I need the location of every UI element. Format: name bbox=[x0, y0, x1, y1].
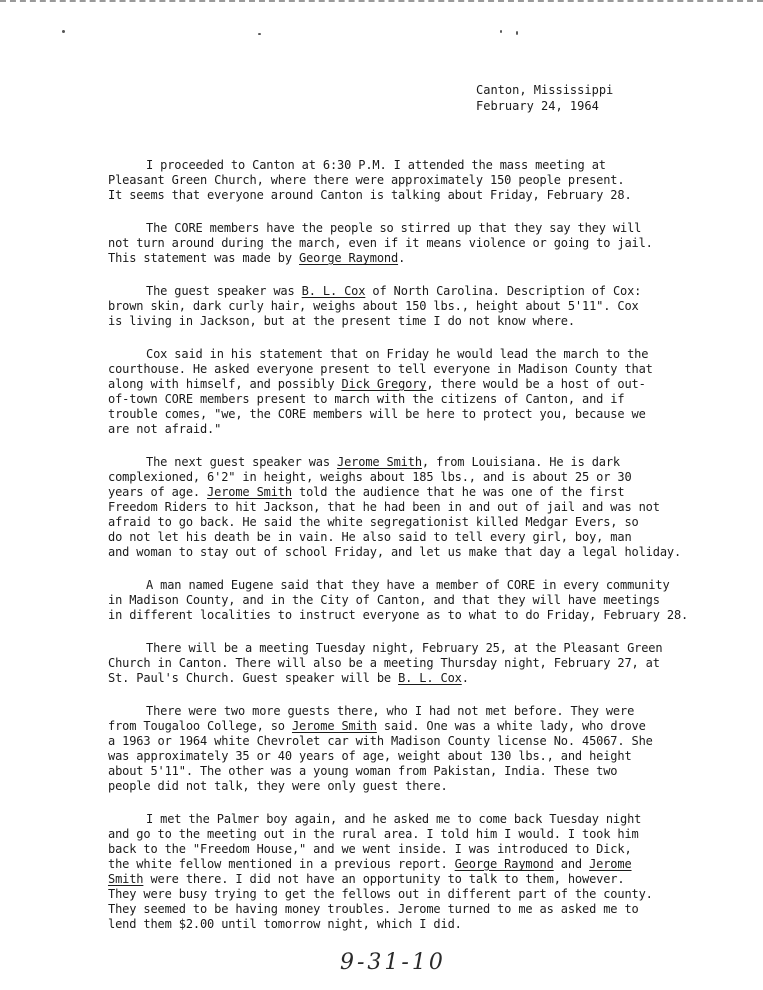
text-line bbox=[108, 158, 728, 173]
text-segment: and woman to stay out of school Friday, and let us make that day a legal holiday. bbox=[108, 545, 682, 559]
underlined-name: Smith bbox=[108, 872, 144, 886]
text-segment: Freedom Riders to hit Jackson, that he had been in and out of jail and was not bbox=[108, 500, 660, 514]
text-segment: There will be a meeting Tuesday night, February 25, at the Pleasant Green bbox=[146, 641, 663, 655]
text-segment: not turn around during the march, even if it means violence or going to jail. bbox=[108, 236, 653, 250]
text-line bbox=[108, 578, 728, 593]
text-line bbox=[108, 872, 728, 887]
underlined-name: Jerome Smith bbox=[291, 719, 377, 733]
scan-speck bbox=[258, 33, 261, 35]
underlined-name: George Raymond bbox=[454, 857, 554, 871]
text-segment: lend them $2.00 until tomorrow night, which I did. bbox=[108, 917, 462, 931]
text-segment: of North Carolina. Description of Cox: bbox=[365, 284, 642, 298]
text-line bbox=[108, 608, 728, 623]
text-line bbox=[108, 656, 728, 671]
text-segment: about 5'11". The other was a young woman from Pakistan, India. These two bbox=[108, 764, 618, 778]
underlined-name: Jerome bbox=[589, 857, 632, 871]
text-segment: brown skin, dark curly hair, weighs about 150 lbs., height about 5'11". Cox bbox=[108, 299, 639, 313]
paragraph bbox=[108, 641, 728, 686]
text-segment: people did not talk, they were only guest there. bbox=[108, 779, 448, 793]
text-segment: St. Paul's Church. Guest speaker will be bbox=[108, 671, 399, 685]
text-line bbox=[108, 500, 728, 515]
underlined-name: Dick Gregory bbox=[341, 377, 427, 391]
text-line bbox=[108, 455, 728, 470]
text-segment: . bbox=[461, 671, 469, 685]
scan-speck bbox=[516, 31, 518, 35]
text-segment: do not let his death be in vain. He also said to tell every girl, boy, man bbox=[108, 530, 632, 544]
text-line bbox=[108, 749, 728, 764]
text-segment: Church in Canton. There will also be a meeting Thursday night, February 27, at bbox=[108, 656, 660, 670]
text-segment: Pleasant Green Church, where there were approximately 150 people present. bbox=[108, 173, 625, 187]
text-segment: was approximately 35 or 40 years of age, weight about 130 lbs., and height bbox=[108, 749, 632, 763]
text-line bbox=[108, 593, 728, 608]
text-line bbox=[108, 779, 728, 794]
header-place: Canton, Mississippi bbox=[476, 83, 614, 97]
text-line bbox=[108, 857, 728, 872]
letter-header bbox=[476, 82, 613, 114]
scan-speck bbox=[500, 30, 502, 33]
underlined-name: B. L. Cox bbox=[398, 671, 462, 685]
text-segment: It seems that everyone around Canton is talking about Friday, February 28. bbox=[108, 188, 632, 202]
paragraph bbox=[108, 221, 728, 266]
text-segment: is living in Jackson, but at the present time I do not know where. bbox=[108, 314, 575, 328]
text-line bbox=[108, 188, 728, 203]
text-segment: , from Louisiana. He is dark bbox=[421, 455, 621, 469]
text-segment: from Tougaloo College, so bbox=[108, 719, 292, 733]
text-segment: courthouse. He asked everyone present to tell everyone in Madison County that bbox=[108, 362, 653, 376]
text-line bbox=[108, 887, 728, 902]
text-segment: of-town CORE members present to march with the citizens of Canton, and if bbox=[108, 392, 625, 406]
text-line bbox=[108, 812, 728, 827]
text-line bbox=[108, 719, 728, 734]
report-body bbox=[108, 158, 728, 950]
text-line bbox=[108, 842, 728, 857]
text-line bbox=[108, 734, 728, 749]
text-segment: in different localities to instruct everyone as to what to do Friday, February 28. bbox=[108, 608, 689, 622]
text-segment: the white fellow mentioned in a previous report. bbox=[108, 857, 455, 871]
text-line bbox=[108, 902, 728, 917]
text-line bbox=[108, 545, 728, 560]
scan-top-border bbox=[0, 0, 763, 2]
text-line bbox=[108, 407, 728, 422]
text-line bbox=[108, 485, 728, 500]
text-line bbox=[108, 221, 728, 236]
text-line bbox=[108, 251, 728, 266]
text-segment: Cox said in his statement that on Friday he would lead the march to the bbox=[146, 347, 649, 361]
text-segment: , there would be a host of out- bbox=[426, 377, 646, 391]
paragraph bbox=[108, 347, 728, 437]
text-line bbox=[108, 236, 728, 251]
text-segment: They were busy trying to get the fellows out in different part of the county. bbox=[108, 887, 653, 901]
text-line bbox=[108, 299, 728, 314]
text-line bbox=[108, 671, 728, 686]
text-segment: back to the "Freedom House," and we went inside. I was introduced to Dick, bbox=[108, 842, 632, 856]
text-line bbox=[108, 764, 728, 779]
underlined-name: George Raymond bbox=[299, 251, 399, 265]
header-date: February 24, 1964 bbox=[476, 99, 599, 113]
text-segment: I met the Palmer boy again, and he asked me to come back Tuesday night bbox=[146, 812, 642, 826]
text-line bbox=[108, 314, 728, 329]
paragraph bbox=[108, 578, 728, 623]
text-line bbox=[108, 641, 728, 656]
text-segment: told the audience that he was one of the first bbox=[291, 485, 625, 499]
text-line bbox=[108, 347, 728, 362]
text-line bbox=[108, 392, 728, 407]
text-line bbox=[108, 530, 728, 545]
text-line bbox=[108, 470, 728, 485]
text-line bbox=[108, 704, 728, 719]
text-line bbox=[108, 422, 728, 437]
text-segment: complexioned, 6'2" in height, weighs about 185 lbs., and is about 25 or 30 bbox=[108, 470, 632, 484]
text-line bbox=[108, 917, 728, 932]
paragraph bbox=[108, 812, 728, 932]
paragraph bbox=[108, 704, 728, 794]
text-segment: in Madison County, and in the City of Canton, and that they will have meetings bbox=[108, 593, 660, 607]
text-segment: along with himself, and possibly bbox=[108, 377, 342, 391]
text-segment: They seemed to be having money troubles. Jerome turned to me as asked me to bbox=[108, 902, 639, 916]
text-segment: The guest speaker was bbox=[146, 284, 302, 298]
text-segment: were there. I did not have an opportunity to talk to them, however. bbox=[143, 872, 625, 886]
underlined-name: Jerome Smith bbox=[207, 485, 292, 499]
text-segment: The CORE members have the people so stirred up that they say they will bbox=[146, 221, 642, 235]
text-segment: The next guest speaker was bbox=[146, 455, 338, 469]
text-segment: This statement was made by bbox=[108, 251, 300, 265]
text-segment: . bbox=[398, 251, 406, 265]
text-segment: years of age. bbox=[108, 485, 208, 499]
text-segment: I proceeded to Canton at 6:30 P.M. I attended the mass meeting at bbox=[146, 158, 606, 172]
paragraph bbox=[108, 158, 728, 203]
text-line bbox=[108, 827, 728, 842]
text-line bbox=[108, 515, 728, 530]
text-segment: A man named Eugene said that they have a member of CORE in every community bbox=[146, 578, 670, 592]
text-segment: trouble comes, "we, the CORE members will be here to protect you, because we bbox=[108, 407, 646, 421]
text-line bbox=[108, 173, 728, 188]
text-segment: and bbox=[553, 857, 590, 871]
handwritten-file-number: 9-31-10 bbox=[340, 950, 446, 975]
underlined-name: B. L. Cox bbox=[301, 284, 366, 298]
text-segment: are not afraid." bbox=[108, 422, 222, 436]
text-line bbox=[108, 362, 728, 377]
paragraph bbox=[108, 284, 728, 329]
paragraph bbox=[108, 455, 728, 560]
text-segment: a 1963 or 1964 white Chevrolet car with Madison County license No. 45067. She bbox=[108, 734, 653, 748]
scan-speck bbox=[62, 30, 65, 33]
underlined-name: Jerome Smith bbox=[337, 455, 422, 469]
text-segment: afraid to go back. He said the white segregationist killed Medgar Evers, so bbox=[108, 515, 639, 529]
text-line bbox=[108, 377, 728, 392]
text-line bbox=[108, 284, 728, 299]
text-segment: said. One was a white lady, who drove bbox=[376, 719, 646, 733]
text-segment: There were two more guests there, who I had not met before. They were bbox=[146, 704, 635, 718]
text-segment: and go to the meeting out in the rural area. I told him I would. I took him bbox=[108, 827, 639, 841]
